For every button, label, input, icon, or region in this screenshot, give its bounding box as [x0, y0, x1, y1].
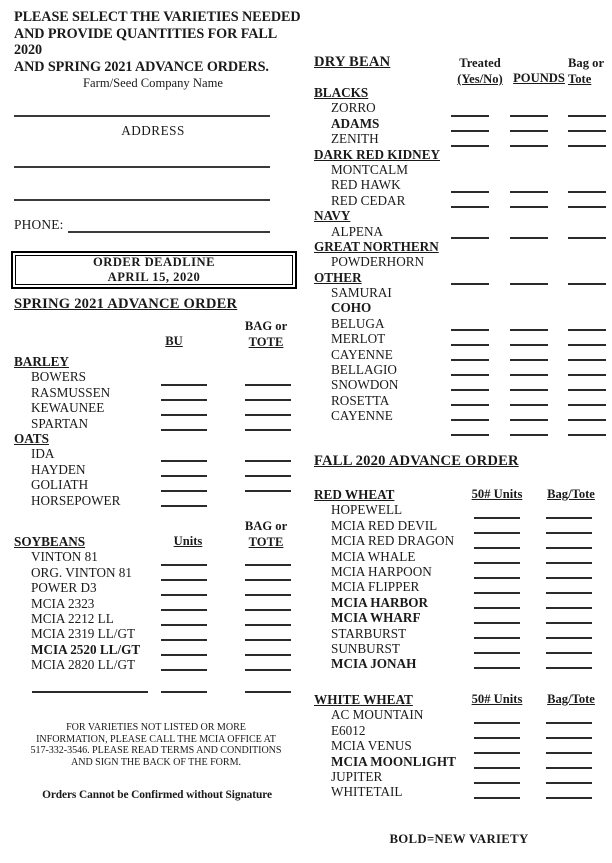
bagtote-blank-line[interactable]	[568, 283, 606, 285]
treated-blank-line[interactable]	[451, 344, 489, 346]
variety-row: CAYENNE	[331, 346, 393, 362]
variety-row: GOLIATH	[31, 477, 89, 493]
bagtote-blank-line[interactable]	[546, 667, 592, 669]
variety-row: AC MOUNTAIN	[331, 707, 424, 723]
spring-order-title: SPRING 2021 ADVANCE ORDER	[14, 296, 238, 312]
soy-bagtote-line1: BAG or	[244, 519, 288, 533]
treated-blank-line[interactable]	[451, 359, 489, 361]
treated-blank-line[interactable]	[451, 191, 489, 193]
bagtote-blank-line[interactable]	[568, 344, 606, 346]
units-blank-line[interactable]	[474, 737, 520, 739]
soy-bagtote-line2: TOTE	[248, 535, 284, 549]
footnote-line-2: INFORMATION, PLEASE CALL THE MCIA OFFICE AT	[36, 733, 276, 745]
variety-row: HOPEWELL	[331, 502, 403, 518]
dry-bean-bagtote-line2: Tote	[568, 72, 592, 86]
variety-row: ZENITH	[331, 131, 379, 147]
bagtote-blank-line[interactable]	[245, 594, 291, 596]
address-write-line-1[interactable]	[14, 166, 270, 168]
bagtote-blank-line[interactable]	[245, 564, 291, 566]
bagtote-blank-line[interactable]	[568, 145, 606, 147]
dry-bean-bagtote-line1: Bag or	[568, 56, 605, 70]
pounds-blank-line[interactable]	[510, 283, 548, 285]
treated-blank-line[interactable]	[451, 434, 489, 436]
variety-row-new: MCIA JONAH	[331, 656, 417, 672]
right-column	[306, 0, 612, 863]
bagtote-blank-line[interactable]	[245, 579, 291, 581]
pounds-blank-line[interactable]	[510, 191, 548, 193]
white-wheat-bagtote-label: Bag/Tote	[547, 692, 595, 706]
variety-row: IDA	[31, 446, 55, 462]
intro-line-2: AND PROVIDE QUANTITIES FOR FALL 2020	[14, 25, 277, 58]
bagtote-blank-line[interactable]	[568, 329, 606, 331]
intro-line-3: AND SPRING 2021 ADVANCE ORDERS.	[14, 58, 269, 75]
variety-row: E6012	[331, 722, 366, 738]
phone-write-line[interactable]	[68, 231, 270, 233]
pounds-blank-line[interactable]	[510, 434, 548, 436]
treated-blank-line[interactable]	[451, 145, 489, 147]
units-blank-line[interactable]	[474, 782, 520, 784]
bagtote-blank-line[interactable]	[546, 562, 592, 564]
spring-grain-bu-header	[140, 334, 208, 349]
bagtote-blank-line[interactable]	[245, 384, 291, 386]
bagtote-blank-line[interactable]	[546, 652, 592, 654]
bagtote-blank-line[interactable]	[568, 191, 606, 193]
group-header-navy: NAVY	[314, 208, 351, 224]
soy-bagtote-header	[232, 518, 300, 550]
variety-row: MCIA 2820 LL/GT	[31, 657, 136, 673]
units-blank-line[interactable]	[474, 562, 520, 564]
variety-row: BOWERS	[31, 369, 86, 385]
variety-row: MCIA WHALE	[331, 548, 416, 564]
group-header-red-wheat: RED WHEAT	[314, 487, 395, 502]
bagtote-blank-line[interactable]	[546, 752, 592, 754]
variety-row: BELUGA	[331, 315, 385, 331]
qty-blank-line[interactable]	[161, 564, 207, 566]
variety-row: HORSEPOWER	[31, 492, 121, 508]
footnote-line-3: 517-332-3546. PLEASE READ TERMS AND CONDITIONS	[30, 745, 282, 757]
variety-row: MCIA FLIPPER	[331, 579, 420, 595]
dry-bean-list	[314, 85, 440, 424]
pounds-blank-line[interactable]	[510, 419, 548, 421]
group-header-great-northern: GREAT NORTHERN	[314, 238, 439, 254]
units-blank-line[interactable]	[474, 667, 520, 669]
white-wheat-bagtote-header	[538, 692, 604, 707]
units-blank-line[interactable]	[474, 637, 520, 639]
soy-units-header	[158, 534, 218, 549]
variety-row: CAYENNE	[331, 408, 393, 424]
red-wheat-units-header	[464, 487, 530, 502]
treated-blank-line[interactable]	[451, 283, 489, 285]
bagtote-blank-line[interactable]	[245, 414, 291, 416]
variety-row: WHITETAIL	[331, 784, 403, 800]
bagtote-blank-line[interactable]	[568, 359, 606, 361]
qty-blank-line[interactable]	[161, 490, 207, 492]
bagtote-blank-line[interactable]	[245, 639, 291, 641]
variety-row: MCIA HARPOON	[331, 563, 432, 579]
group-header-white-wheat: WHITE WHEAT	[314, 692, 413, 707]
pounds-blank-line[interactable]	[510, 389, 548, 391]
variety-row: ROSETTA	[331, 392, 390, 408]
bagtote-blank-line[interactable]	[245, 624, 291, 626]
variety-row: MCIA RED DEVIL	[331, 517, 438, 533]
qty-blank-line[interactable]	[161, 691, 207, 693]
bagtote-blank-line[interactable]	[546, 577, 592, 579]
variety-row: ZORRO	[331, 100, 376, 116]
bagtote-blank-line[interactable]	[568, 389, 606, 391]
variety-row: STARBURST	[331, 625, 407, 641]
units-blank-line[interactable]	[474, 517, 520, 519]
spring-grain-bagtote-line2: TOTE	[248, 335, 284, 349]
bagtote-blank-line[interactable]	[568, 130, 606, 132]
units-blank-line[interactable]	[474, 797, 520, 799]
order-deadline-inner	[15, 255, 293, 285]
qty-blank-line[interactable]	[161, 460, 207, 462]
qty-blank-line[interactable]	[161, 384, 207, 386]
variety-row: ORG. VINTON 81	[31, 564, 132, 580]
soybeans-list	[14, 534, 140, 673]
dry-bean-title: DRY BEAN	[314, 54, 391, 70]
units-blank-line[interactable]	[474, 547, 520, 549]
variety-row-new: ADAMS	[331, 115, 380, 131]
intro-instructions	[14, 9, 302, 75]
bagtote-blank-line[interactable]	[568, 404, 606, 406]
pounds-blank-line[interactable]	[510, 237, 548, 239]
pounds-blank-line[interactable]	[510, 206, 548, 208]
bagtote-blank-line[interactable]	[546, 782, 592, 784]
soy-units-label: Units	[173, 534, 203, 548]
qty-blank-line[interactable]	[161, 669, 207, 671]
bagtote-blank-line[interactable]	[546, 737, 592, 739]
footnote-block	[6, 722, 306, 768]
bagtote-blank-line[interactable]	[245, 691, 291, 693]
red-wheat-bagtote-header	[538, 487, 604, 502]
variety-row: MCIA 2212 LL	[31, 610, 114, 626]
units-blank-line[interactable]	[474, 532, 520, 534]
variety-row: POWDERHORN	[331, 254, 425, 270]
variety-row: RED HAWK	[331, 177, 401, 193]
group-header-other: OTHER	[314, 269, 362, 285]
bold-new-variety-note: BOLD=NEW VARIETY	[389, 832, 529, 846]
footnote-line-1: FOR VARIETIES NOT LISTED OR MORE	[66, 722, 246, 733]
dry-bean-pounds-header	[506, 71, 572, 86]
variety-row: JUPITER	[331, 768, 383, 784]
units-blank-line[interactable]	[474, 752, 520, 754]
bagtote-blank-line[interactable]	[546, 592, 592, 594]
pounds-blank-line[interactable]	[510, 359, 548, 361]
bagtote-blank-line[interactable]	[546, 607, 592, 609]
spring-grain-bagtote-header	[232, 318, 300, 350]
pounds-blank-line[interactable]	[510, 344, 548, 346]
group-header-dark-red-kidney: DARK RED KIDNEY	[314, 146, 441, 162]
phone-label: PHONE:	[14, 217, 64, 232]
bagtote-blank-line[interactable]	[245, 490, 291, 492]
red-wheat-list	[314, 487, 454, 672]
units-blank-line[interactable]	[474, 652, 520, 654]
pounds-blank-line[interactable]	[510, 329, 548, 331]
qty-blank-line[interactable]	[161, 609, 207, 611]
pounds-blank-line[interactable]	[510, 130, 548, 132]
farm-company-name-label: Farm/Seed Company Name	[83, 76, 223, 90]
bagtote-blank-line[interactable]	[546, 722, 592, 724]
qty-blank-line[interactable]	[161, 399, 207, 401]
treated-blank-line[interactable]	[451, 115, 489, 117]
write-in-variety-line[interactable]	[32, 691, 148, 693]
variety-row-new: MCIA 2520 LL/GT	[31, 641, 141, 657]
variety-row: VINTON 81	[31, 549, 98, 565]
variety-row: MCIA RED DRAGON	[331, 533, 455, 549]
group-header-oats: OATS	[14, 430, 49, 446]
pounds-blank-line[interactable]	[510, 404, 548, 406]
treated-blank-line[interactable]	[451, 206, 489, 208]
dry-bean-treated-line2: (Yes/No)	[457, 72, 503, 86]
qty-blank-line[interactable]	[161, 429, 207, 431]
bagtote-blank-line[interactable]	[546, 767, 592, 769]
barley-oats-list	[14, 354, 120, 508]
treated-blank-line[interactable]	[451, 237, 489, 239]
bagtote-blank-line[interactable]	[245, 654, 291, 656]
treated-blank-line[interactable]	[451, 130, 489, 132]
bagtote-blank-line[interactable]	[568, 434, 606, 436]
white-wheat-units-header	[464, 692, 530, 707]
variety-row: BELLAGIO	[331, 362, 397, 378]
bagtote-blank-line[interactable]	[568, 115, 606, 117]
bagtote-blank-line[interactable]	[245, 609, 291, 611]
variety-row: POWER D3	[31, 580, 97, 596]
spring-grain-bu-label: BU	[165, 334, 183, 348]
variety-row: SAMURAI	[331, 285, 392, 301]
treated-blank-line[interactable]	[451, 389, 489, 391]
treated-blank-line[interactable]	[451, 329, 489, 331]
footnote-line-4: AND SIGN THE BACK OF THE FORM.	[70, 756, 242, 768]
bagtote-blank-line[interactable]	[568, 374, 606, 376]
pounds-blank-line[interactable]	[510, 115, 548, 117]
units-blank-line[interactable]	[474, 592, 520, 594]
variety-row: MCIA 2319 LL/GT	[31, 626, 136, 642]
pounds-blank-line[interactable]	[510, 374, 548, 376]
signature-requirement-note: Orders Cannot be Confirmed without Signature	[42, 789, 272, 801]
red-wheat-bagtote-label: Bag/Tote	[547, 487, 595, 501]
variety-row-new: MCIA WHARF	[331, 610, 421, 626]
red-wheat-units-label: 50# Units	[471, 487, 523, 501]
variety-row-new: MCIA HARBOR	[331, 594, 429, 610]
pounds-blank-line[interactable]	[510, 145, 548, 147]
intro-line-1: PLEASE SELECT THE VARIETIES NEEDED	[14, 9, 301, 25]
bagtote-blank-line[interactable]	[546, 797, 592, 799]
treated-blank-line[interactable]	[451, 374, 489, 376]
qty-blank-line[interactable]	[161, 624, 207, 626]
bagtote-blank-line[interactable]	[546, 622, 592, 624]
bagtote-blank-line[interactable]	[245, 429, 291, 431]
variety-row: MCIA VENUS	[331, 738, 412, 754]
bagtote-blank-line[interactable]	[568, 206, 606, 208]
units-blank-line[interactable]	[474, 767, 520, 769]
group-header-soybeans: SOYBEANS	[14, 534, 86, 549]
order-deadline-date: APRIL 15, 2020	[107, 270, 201, 284]
dry-bean-bagtote-header	[568, 55, 612, 87]
qty-blank-line[interactable]	[161, 505, 207, 507]
qty-blank-line[interactable]	[161, 654, 207, 656]
bagtote-blank-line[interactable]	[245, 669, 291, 671]
variety-row-new: MCIA MOONLIGHT	[331, 753, 456, 769]
treated-blank-line[interactable]	[451, 404, 489, 406]
bagtote-blank-line[interactable]	[568, 419, 606, 421]
white-wheat-list	[314, 692, 456, 800]
qty-blank-line[interactable]	[161, 414, 207, 416]
bagtote-blank-line[interactable]	[245, 460, 291, 462]
variety-row: RASMUSSEN	[31, 384, 111, 400]
spring-grain-bagtote-line1: BAG or	[244, 319, 288, 333]
variety-row: MCIA 2323	[31, 595, 95, 611]
white-wheat-units-label: 50# Units	[471, 692, 523, 706]
units-blank-line[interactable]	[474, 607, 520, 609]
bagtote-blank-line[interactable]	[245, 399, 291, 401]
variety-row: HAYDEN	[31, 461, 86, 477]
units-blank-line[interactable]	[474, 622, 520, 624]
bagtote-blank-line[interactable]	[546, 517, 592, 519]
dry-bean-treated-header	[446, 55, 514, 87]
bagtote-blank-line[interactable]	[568, 237, 606, 239]
bagtote-blank-line[interactable]	[245, 475, 291, 477]
qty-blank-line[interactable]	[161, 594, 207, 596]
address-write-line-2[interactable]	[14, 199, 270, 201]
bagtote-blank-line[interactable]	[546, 547, 592, 549]
address-label: ADDRESS	[121, 123, 185, 138]
variety-row: KEWAUNEE	[31, 400, 105, 416]
treated-blank-line[interactable]	[451, 419, 489, 421]
order-deadline-box	[11, 251, 297, 289]
variety-row: SUNBURST	[331, 640, 400, 656]
variety-row: MERLOT	[331, 331, 386, 347]
bagtote-blank-line[interactable]	[546, 532, 592, 534]
order-deadline-title: ORDER DEADLINE	[92, 255, 216, 269]
variety-row: MONTCALM	[331, 161, 408, 177]
group-header-barley: BARLEY	[14, 354, 69, 369]
bagtote-blank-line[interactable]	[546, 637, 592, 639]
qty-blank-line[interactable]	[161, 475, 207, 477]
farm-name-write-line[interactable]	[14, 115, 270, 117]
units-blank-line[interactable]	[474, 722, 520, 724]
qty-blank-line[interactable]	[161, 579, 207, 581]
variety-row-new: COHO	[331, 300, 372, 316]
variety-row: RED CEDAR	[331, 192, 406, 208]
qty-blank-line[interactable]	[161, 639, 207, 641]
variety-row: ALPENA	[331, 223, 384, 239]
dry-bean-pounds-label: POUNDS	[513, 71, 565, 85]
units-blank-line[interactable]	[474, 577, 520, 579]
fall-order-title: FALL 2020 ADVANCE ORDER	[314, 453, 519, 469]
group-header-blacks: BLACKS	[314, 85, 369, 100]
variety-row: SNOWDON	[331, 377, 399, 393]
dry-bean-treated-line1: Treated	[459, 56, 501, 70]
variety-row: SPARTAN	[31, 415, 89, 431]
